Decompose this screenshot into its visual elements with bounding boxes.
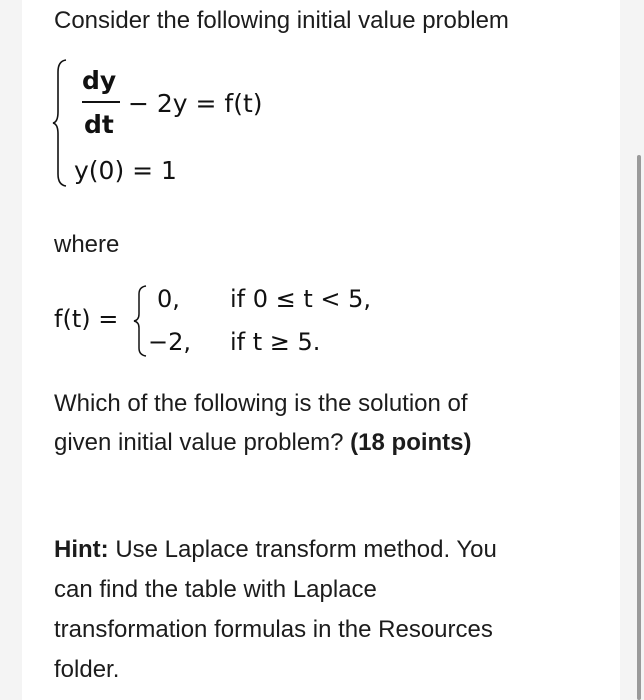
intro-text: Consider the following initial value problem <box>54 7 509 34</box>
case1-value: 0, <box>157 285 180 313</box>
fraction-bar <box>82 101 120 103</box>
question-text: given initial value problem? <box>54 429 351 456</box>
frac-numerator: dy <box>82 66 117 95</box>
case1-condition: if 0 ≤ t < 5, <box>230 285 372 313</box>
initial-condition: y(0) = 1 <box>74 156 177 185</box>
hint-line-1 <box>54 535 497 565</box>
frac-denominator: dt <box>84 110 114 139</box>
hint-line-4: folder. <box>54 656 120 683</box>
hint-text-1: Use Laplace transform method. You <box>115 536 497 563</box>
question-line-2 <box>54 428 472 458</box>
case2-value: −2, <box>148 328 192 356</box>
question-line-1: Which of the following is the solution of <box>54 390 468 417</box>
scrollbar[interactable] <box>637 155 641 700</box>
case2-condition: if t ≥ 5. <box>230 328 321 356</box>
where-text: where <box>54 231 120 258</box>
ivp-left-brace <box>52 58 70 188</box>
piecewise-left-brace <box>133 284 149 358</box>
ode-rhs: − 2y = f(t) <box>128 89 263 118</box>
hint-line-2: can find the table with Laplace <box>54 576 377 603</box>
hint-label: Hint: <box>54 536 116 563</box>
hint-line-3: transformation formulas in the Resources <box>54 616 493 643</box>
piecewise-lhs: f(t) = <box>54 305 119 333</box>
points-label: (18 points) <box>350 429 472 456</box>
